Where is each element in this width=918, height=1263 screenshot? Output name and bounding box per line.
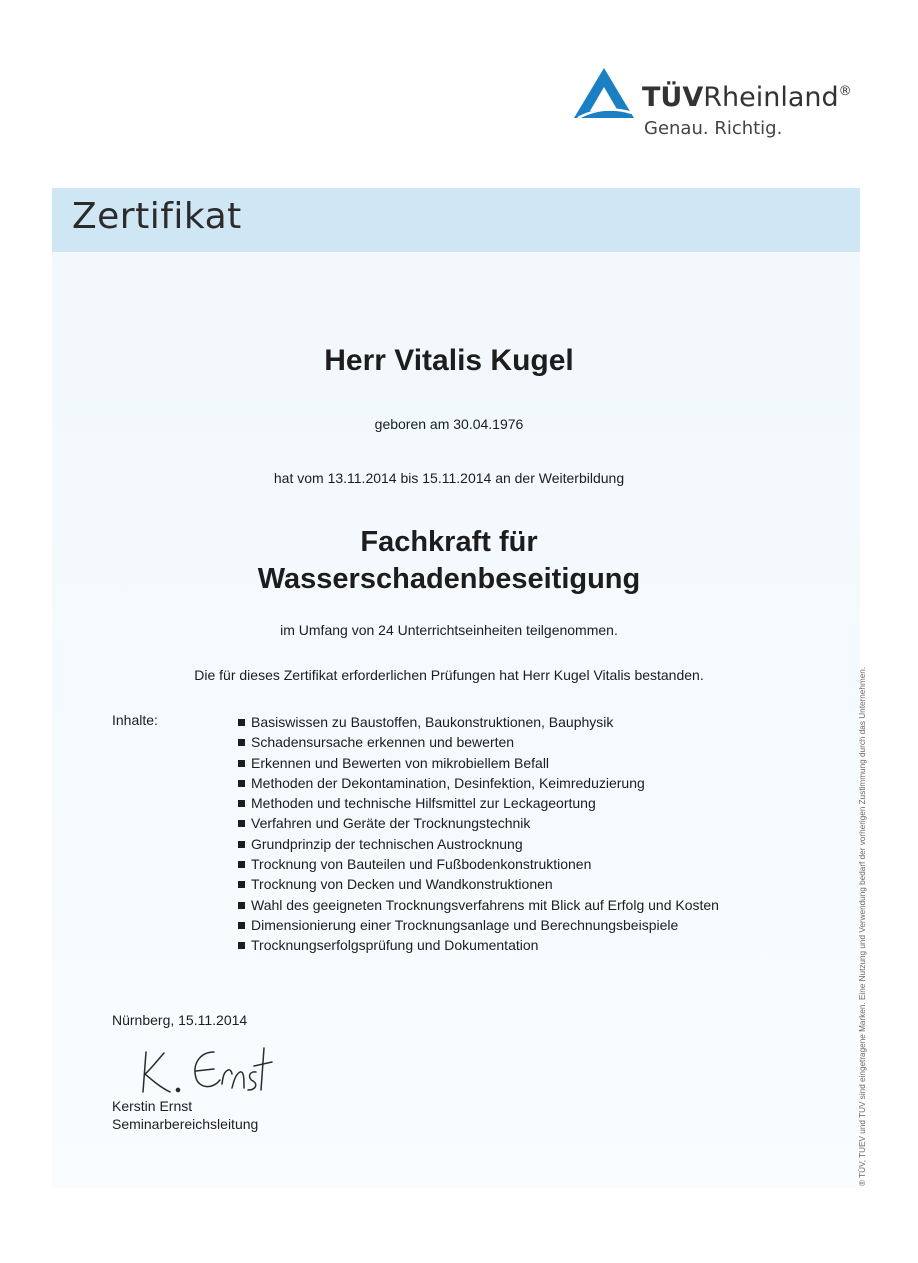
tuv-triangle-icon bbox=[572, 66, 636, 122]
list-item: Verfahren und Geräte der Trocknungstechnik bbox=[238, 813, 758, 833]
training-scope: im Umfang von 24 Unterrichtseinheiten teilgenommen. bbox=[280, 622, 618, 638]
list-item: Trocknungserfolgsprüfung und Dokumentation bbox=[238, 935, 758, 955]
place-and-date: Nürnberg, 15.11.2014 bbox=[112, 1012, 248, 1028]
brand-name-bold: TÜV bbox=[642, 82, 704, 113]
certificate-paper bbox=[52, 188, 860, 1188]
birth-date: geboren am 30.04.1976 bbox=[374, 416, 524, 432]
course-title bbox=[0, 524, 898, 598]
brand-tagline: Genau. Richtig. bbox=[644, 118, 783, 139]
contents-list bbox=[238, 712, 758, 956]
registered-mark: ® bbox=[838, 84, 852, 99]
list-item: Basiswissen zu Baustoffen, Baukonstruktionen, Bauphysik bbox=[238, 712, 758, 732]
list-item: Erkennen und Bewerten von mikrobiellem Befall bbox=[238, 753, 758, 773]
list-item: Methoden der Dekontamination, Desinfektion, Keimreduzierung bbox=[238, 773, 758, 793]
brand-name-regular: Rheinland bbox=[703, 82, 839, 113]
signature bbox=[134, 1044, 274, 1103]
list-item: Dimensionierung einer Trocknungsanlage und Berechnungsbeispiele bbox=[238, 915, 758, 935]
list-item: Schadensursache erkennen und bewerten bbox=[238, 732, 758, 752]
contents-label: Inhalte: bbox=[112, 712, 158, 728]
list-item: Grundprinzip der technischen Austrocknung bbox=[238, 834, 758, 854]
trademark-notice: ® TÜV, TUEV und TUV sind eingetragene Marken. Eine Nutzung und Verwendung bedarf der vorherigen Zustimmung durch das Unternehmen. bbox=[858, 666, 867, 1186]
list-item: Wahl des geeigneten Trocknungsverfahrens mit Blick auf Erfolg und Kosten bbox=[238, 895, 758, 915]
course-title-line-2: Wasserschadenbeseitigung bbox=[257, 563, 641, 595]
list-item: Trocknung von Decken und Wandkonstruktionen bbox=[238, 874, 758, 894]
course-title-line-1: Fachkraft für bbox=[360, 526, 538, 558]
tuv-wordmark bbox=[642, 82, 852, 113]
handwritten-signature bbox=[134, 1044, 274, 1098]
list-item: Methoden und technische Hilfsmittel zur Leckageortung bbox=[238, 793, 758, 813]
recipient-name: Herr Vitalis Kugel bbox=[324, 344, 574, 377]
signer-name: Kerstin Ernst bbox=[112, 1098, 193, 1114]
signer-role: Seminarbereichsleitung bbox=[112, 1116, 259, 1132]
list-item: Trocknung von Bauteilen und Fußbodenkonstruktionen bbox=[238, 854, 758, 874]
training-period: hat vom 13.11.2014 bis 15.11.2014 an der Weiterbildung bbox=[273, 470, 625, 486]
document-title: Zertifikat bbox=[72, 196, 242, 237]
exam-passed-statement: Die für dieses Zertifikat erforderlichen Prüfungen hat Herr Kugel Vitalis bestanden. bbox=[194, 667, 704, 683]
tuv-logo bbox=[572, 66, 636, 127]
